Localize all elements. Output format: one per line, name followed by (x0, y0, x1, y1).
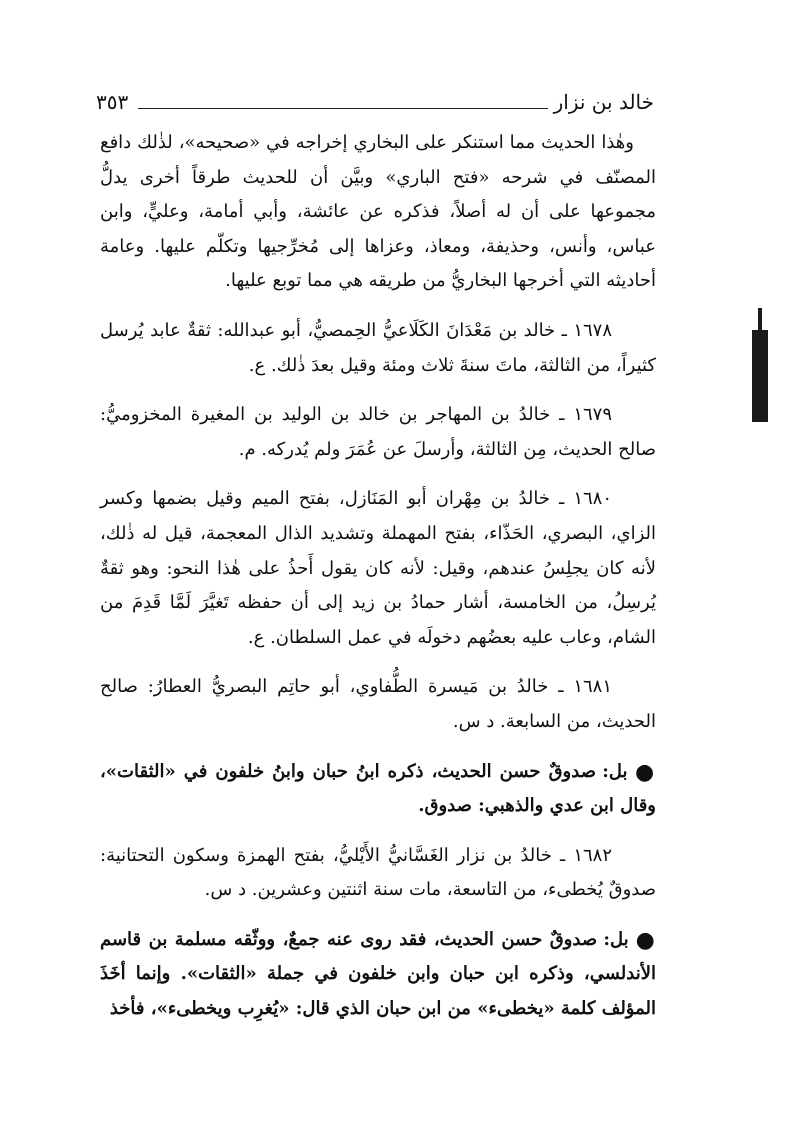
paragraph-text: ١٦٧٩ ـ خالدُ بن المهاجر بن خالد بن الوليد بن المغيرة المخزوميُّ: صالح الحديث، مِن الثالثة، وأرسلَ عن عُمَرَ ولم يُدركه. م. (100, 404, 656, 460)
paragraph-text: ١٦٨٢ ـ خالدُ بن نزار الغَسَّانيُّ الأَيْليُّ، بفتح الهمزة وسكون التحتانية: صدوقٌ يُخطىء، من التاسعة، مات سنة اثنتين وعشرين. د س. (100, 844, 656, 901)
header-rule (138, 108, 547, 109)
page-body (100, 126, 656, 1042)
editor-note (100, 923, 656, 1027)
narrator-entry-1680 (100, 482, 656, 655)
running-header (96, 88, 654, 114)
paragraph-text: ١٦٧٨ ـ خالد بن مَعْدَانَ الكَلَاعيُّ الحِمصيُّ، أبو عبدالله: ثقةٌ عابد يُرسل كثيراً، من الثالثة، ماتَ سنةَ ثلاث ومئة وقيل بعدَ ذٰلك. ع. (100, 319, 656, 376)
paragraph-text: ١٦٨١ ـ خالدُ بن مَيسرة الطُّفاوي، أبو حاتِم البصريُّ العطارُ: صالح الحديث، من السابعة. د س. (100, 676, 656, 732)
paragraph-text: ١٦٨٠ ـ خالدُ بن مِهْران أبو المَنَازل، بفتح الميم وقيل بضمها وكسر الزاي، البصري، الحَذّاء، بفتح المهملة وتشديد الذال المعجمة، قيل له ذٰلك، لأنه كان يجلِسُ عندهم، وقيل: لأنه كان يقول أَحذُ على هٰذا النحو: وهو ثقةٌ يُرسِلُ، من الخامسة، أشار حمادُ بن زيد إلى أن حفظه تَغيَّرَ لَمَّا قَدِمَ من الشام، وعاب عليه بعضُهم دخولَه في عمل السلطان. ع. (100, 488, 656, 648)
header-title: خالد بن نزار (553, 90, 654, 114)
paragraph-text: بل: صدوقٌ حسن الحديث، فقد روى عنه جمعٌ، ووثّقه مسلمة بن قاسم الأندلسي، وذكره ابن حبان وابن خلفون في جملة «الثقات». وإنما أخَذَ المؤلف كلمة «يخطىء» من ابن حبان الذي قال: «يُغرِب ويخطىء»، فأخذ (100, 928, 656, 1020)
narrator-entry-1682 (100, 839, 656, 908)
narrator-entry-1679 (100, 398, 656, 467)
paragraph-text: وهٰذا الحديث مما استنكر على البخاري إخراجه في «صحيحه»، لذٰلك دافع المصنّف في شرحه «فتح الباري» وبيَّن أن للحديث طرقاً أخرى يدلُّ مجموعها على أن له أصلاً، فذكره عن عائشة، وأبي أمامة، وعليٍّ، وابن عباس، وأنس، وحذيفة، ومعاذ، وعزاها إلى مُخرِّجيها وتكلّم عليها. وعامة أحاديثه التي أخرجها البخاريُّ من طريقه هي مما توبع عليها. (100, 132, 656, 292)
bullet-icon: ● (635, 927, 656, 953)
narrator-entry-1678 (100, 314, 656, 383)
intro-paragraph (100, 126, 656, 299)
bullet-icon: ● (635, 759, 656, 785)
paragraph-text: بل: صدوقٌ حسن الحديث، ذكره ابنُ حبان وابنُ خلفون في «الثقات»، وقال ابن عدي والذهبي: صدوق. (100, 760, 656, 817)
page-number: ٣٥٣ (96, 90, 129, 114)
margin-thumb-mark (752, 330, 768, 422)
editor-note (100, 755, 656, 824)
narrator-entry-1681 (100, 670, 656, 739)
